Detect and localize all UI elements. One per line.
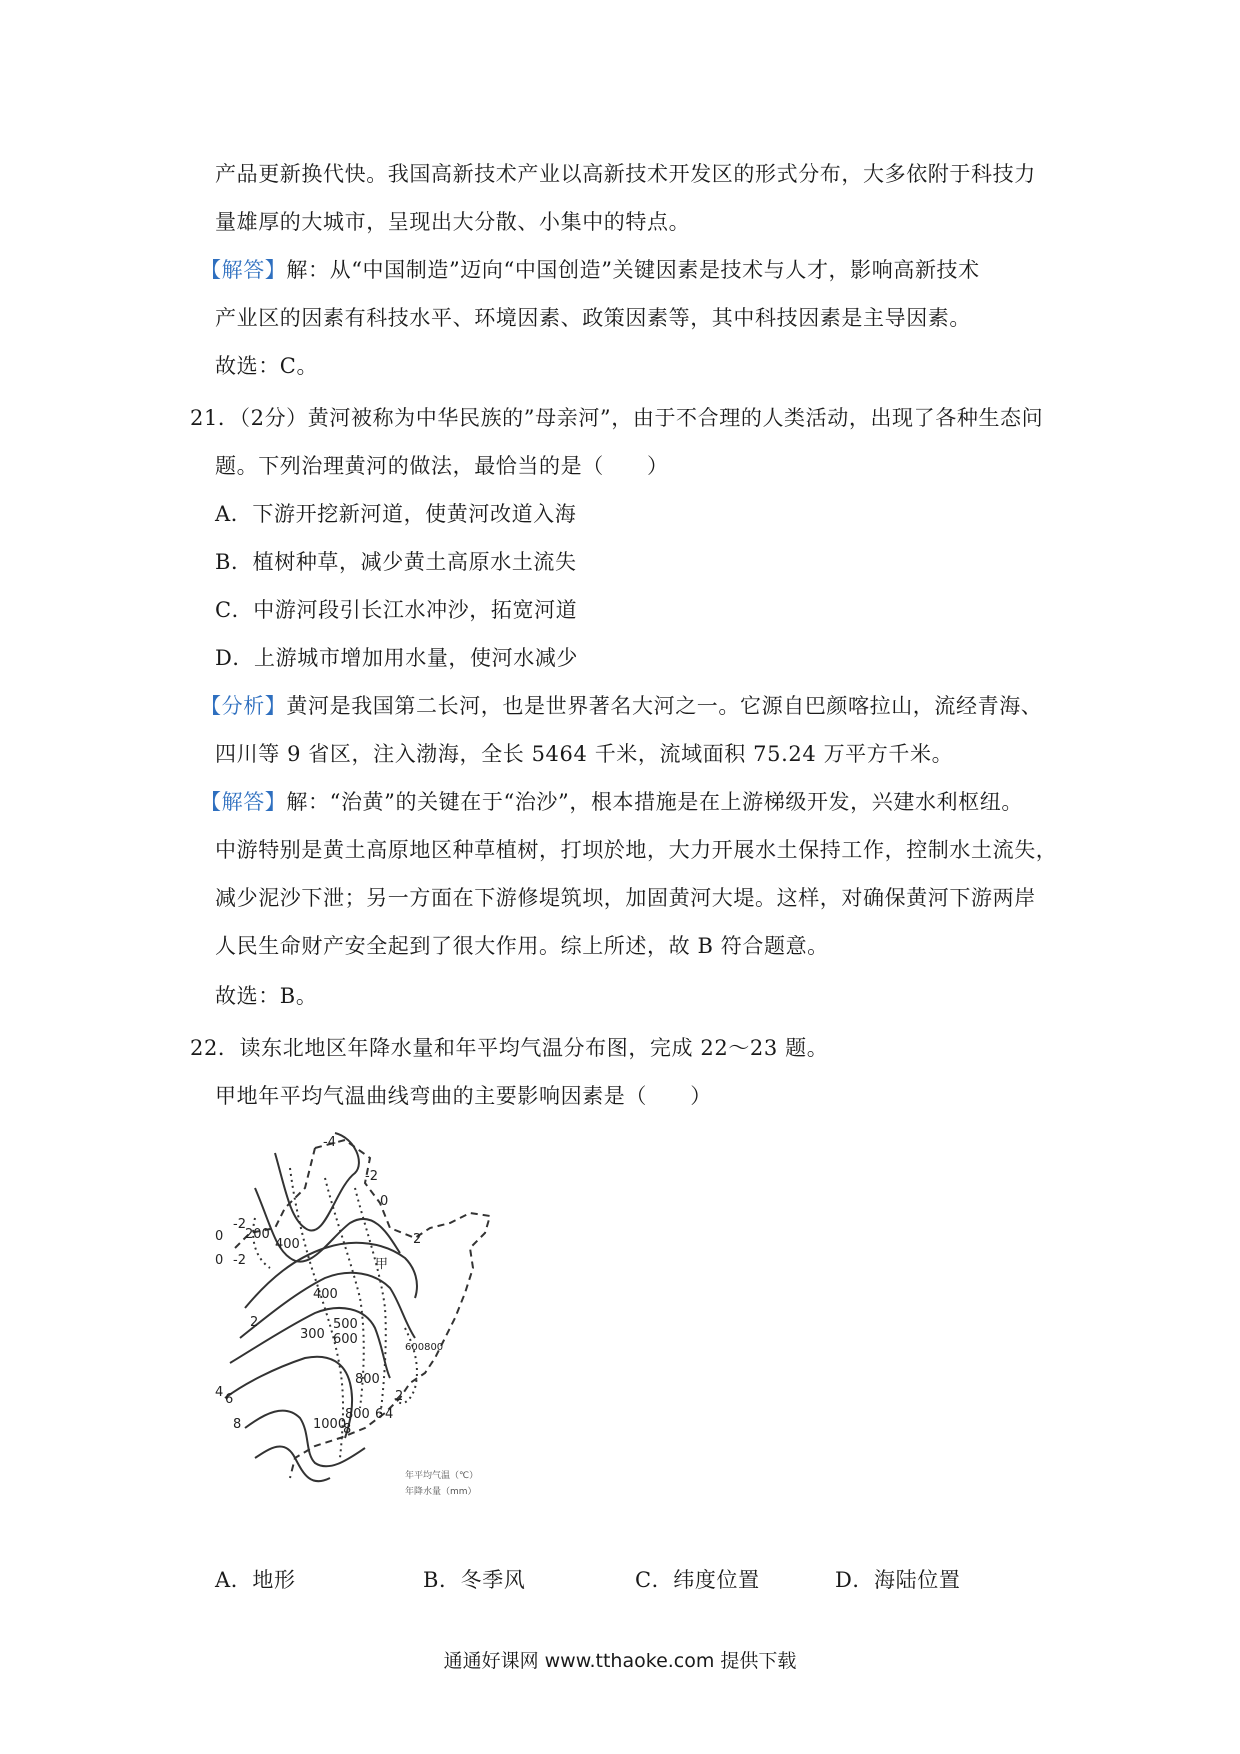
map-label: 500 bbox=[333, 1317, 358, 1332]
q21-answer-line-1 bbox=[200, 788, 1023, 816]
q20-answer-line-2: 产业区的因素有科技水平、环境因素、政策因素等，其中科技因素是主导因素。 bbox=[215, 306, 971, 330]
intro-line-1: 产品更新换代快。我国高新技术产业以高新技术开发区的形式分布，大多依附于科技力 bbox=[215, 162, 1036, 186]
q20-choice: 故选：C。 bbox=[215, 354, 319, 378]
map-label: 4 bbox=[385, 1407, 394, 1422]
map-label: 8 bbox=[233, 1417, 242, 1432]
q21-answer-line-2: 中游特别是黄土高原地区种草植树，打坝於地，大力开展水土保持工作，控制水土流失， bbox=[215, 838, 1058, 862]
q22-stem-line-2: 甲地年平均气温曲线弯曲的主要影响因素是（ ） bbox=[215, 1084, 712, 1108]
q22-option-a: A．地形 bbox=[215, 1568, 296, 1592]
q21-answer-line-4: 人民生命财产安全起到了很大作用。综上所述，故 B 符合题意。 bbox=[215, 934, 829, 958]
analysis-tag: 【分析】 bbox=[200, 694, 287, 718]
q21-option-c: C．中游河段引长江水冲沙，拓宽河道 bbox=[215, 598, 578, 622]
map-label: 800 bbox=[345, 1407, 370, 1422]
northeast-climate-map bbox=[215, 1128, 535, 1528]
map-label: 1000 bbox=[313, 1417, 347, 1432]
map-label: 2 bbox=[250, 1315, 259, 1330]
map-label: -2 bbox=[233, 1217, 246, 1232]
isotherm-line bbox=[240, 1273, 415, 1338]
map-label: 甲 bbox=[375, 1257, 389, 1272]
q20-answer-line-1 bbox=[200, 256, 980, 284]
page-footer: 通通好课网 www.tthaoke.com 提供下载 bbox=[443, 1650, 797, 1672]
map-label: 400 bbox=[313, 1287, 338, 1302]
map-label: 0 bbox=[215, 1253, 224, 1268]
q21-stem-line-2: 题。下列治理黄河的做法，最恰当的是（ ） bbox=[215, 454, 669, 478]
q21-choice: 故选：B。 bbox=[215, 984, 318, 1008]
q21-analysis-text-1: 黄河是我国第二长河，也是世界著名大河之一。它源自巴颜喀拉山，流经青海、 bbox=[286, 694, 1043, 718]
map-legend-precip: 年降水量（mm） bbox=[405, 1487, 477, 1497]
q22-option-d: D．海陆位置 bbox=[835, 1568, 961, 1592]
q21-stem-line-1: 21．（2分）黄河被称为中华民族的”母亲河”，由于不合理的人类活动，出现了各种生态问 bbox=[190, 406, 1044, 430]
q21-answer-text-1: 解：“治黄”的关键在于“治沙”，根本措施是在上游梯级开发，兴建水利枢纽。 bbox=[286, 790, 1023, 814]
q22-options bbox=[215, 1566, 1015, 1596]
map-label: 600 bbox=[333, 1332, 358, 1347]
map-label: 0 bbox=[380, 1194, 389, 1209]
isotherm-line bbox=[255, 1446, 330, 1481]
map-label: -4 bbox=[323, 1135, 336, 1150]
q21-option-b: B．植树种草，减少黄土高原水土流失 bbox=[215, 550, 577, 574]
q21-analysis-line-1 bbox=[200, 692, 1042, 720]
map-label: 800 bbox=[355, 1372, 380, 1387]
map-label: 8 bbox=[343, 1422, 352, 1437]
q22-stem-line-1: 22．读东北地区年降水量和年平均气温分布图，完成 22～23 题。 bbox=[190, 1036, 829, 1060]
q21-option-d: D．上游城市增加用水量，使河水减少 bbox=[215, 646, 579, 670]
q22-option-c: C．纬度位置 bbox=[635, 1568, 760, 1592]
map-label: 400 bbox=[275, 1237, 300, 1252]
map-label: 6 bbox=[225, 1392, 234, 1407]
map-legend-temp: 年平均气温（℃） bbox=[405, 1471, 479, 1481]
map-label: 4 bbox=[215, 1385, 224, 1400]
q20-answer-text-1: 解：从“中国制造”迈向“中国创造”关键因素是技术与人才，影响高新技术 bbox=[286, 258, 980, 282]
map-label: 6 bbox=[375, 1407, 384, 1422]
map-label: 0 bbox=[215, 1229, 224, 1244]
map-label: 300 bbox=[300, 1327, 325, 1342]
map-label: 200 bbox=[245, 1227, 270, 1242]
q21-option-a: A．下游开挖新河道，使黄河改道入海 bbox=[215, 502, 577, 526]
answer-tag: 【解答】 bbox=[200, 790, 287, 814]
q22-option-b: B．冬季风 bbox=[423, 1568, 526, 1592]
map-label: 2 bbox=[395, 1389, 404, 1404]
q21-answer-line-3: 减少泥沙下泄；另一方面在下游修堤筑坝，加固黄河大堤。这样，对确保黄河下游两岸 bbox=[215, 886, 1036, 910]
map-label: 2 bbox=[413, 1232, 422, 1247]
intro-line-2: 量雄厚的大城市，呈现出大分散、小集中的特点。 bbox=[215, 210, 691, 234]
map-label: 600800 bbox=[405, 1342, 444, 1353]
map-label: -2 bbox=[365, 1169, 378, 1184]
isohyet-line bbox=[253, 1218, 270, 1268]
q21-analysis-line-2: 四川等 9 省区，注入渤海，全长 5464 千米，流域面积 75.24 万平方千米。 bbox=[215, 742, 954, 766]
answer-tag: 【解答】 bbox=[200, 258, 287, 282]
map-label: -2 bbox=[233, 1253, 246, 1268]
